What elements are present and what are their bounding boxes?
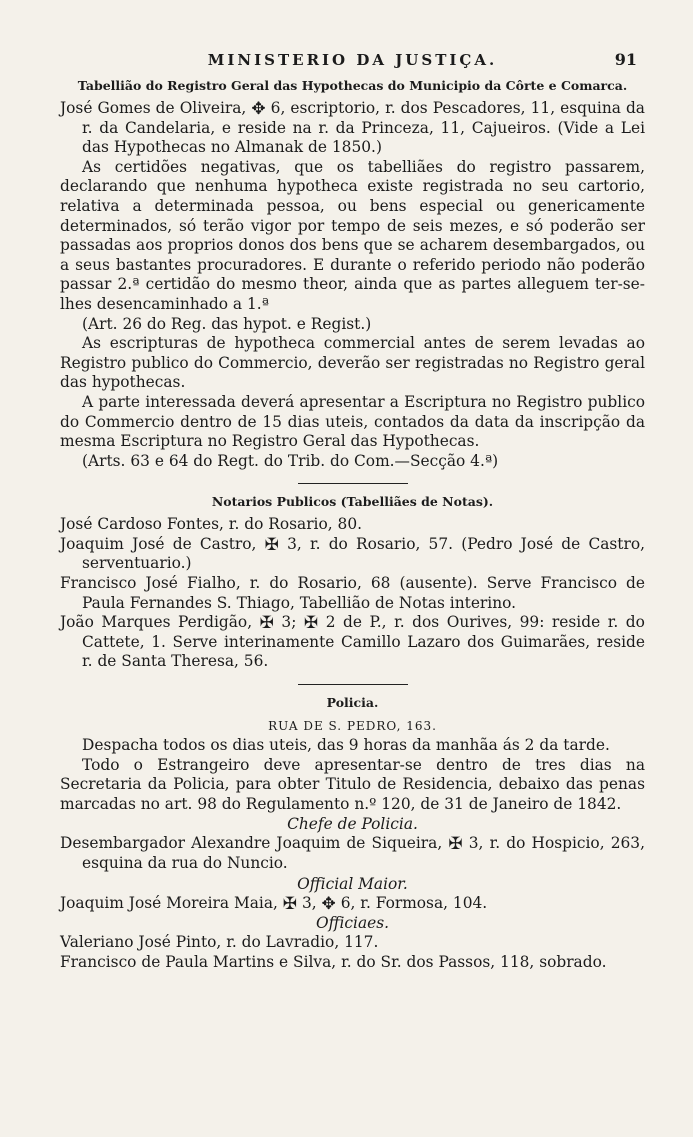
order-cross-icon: ✠	[264, 534, 279, 555]
notario-text: José Cardoso Fontes, r. do Rosario, 80.	[60, 515, 363, 534]
entry-oficial: Valeriano José Pinto, r. do Lavradio, 117.	[60, 933, 379, 952]
entry-text: Desembargador Alexandre Joaquim de Siqueira,	[60, 834, 443, 853]
section-divider	[298, 483, 408, 484]
entry-text: 3,	[301, 893, 317, 912]
paragraph-despacha: Despacha todos os dias uteis, das 9 horas da manhãa ás 2 da tarde.	[82, 736, 610, 755]
notario-entry	[60, 535, 645, 574]
order-cross-icon: ✠	[259, 613, 274, 634]
entry-chefe	[60, 834, 645, 873]
order-cross-icon: ✠	[448, 834, 463, 855]
entry-text: Joaquim José Moreira Maia,	[60, 893, 278, 912]
heading-oficial-maior: Official Maior.	[297, 874, 408, 893]
notario-text: Joaquim José de Castro,	[60, 534, 257, 553]
section-title-policia: Policia.	[326, 695, 379, 711]
running-title: MINISTERIO DA JUSTIÇA.	[207, 51, 498, 69]
order-cross-icon: ✠	[282, 893, 298, 914]
heading-chefe: Chefe de Policia.	[287, 815, 418, 834]
running-header	[60, 50, 645, 72]
page	[60, 50, 645, 972]
order-rose-icon: ✥	[251, 99, 266, 119]
heading-oficiaes: Officiaes.	[315, 914, 390, 933]
notario-text: 2 de P., r. dos Ourives, 99: reside r. do Cattete, 1. Serve interinamente Camillo Lazaro dos Guimarães, reside r. de Santa Theresa, 56.	[82, 613, 645, 671]
entry-name: José Gomes de Oliveira,	[60, 99, 247, 117]
notario-text: 3, r. do Rosario, 57. (Pedro José de Castro, serventuario.)	[82, 534, 645, 573]
notario-entry	[60, 613, 645, 672]
entry-text: 3, r. do Hospicio, 263, esquina da rua do Nuncio.	[82, 834, 645, 872]
notario-text: Francisco José Fialho, r. do Rosario, 68 (ausente). Serve Francisco de Paula Fernandes S. Thiago, Tabellião de Notas interino.	[60, 574, 645, 612]
paragraph-escripturas: As escripturas de hypotheca commercial antes de serem levadas ao Registro publico do Commercio, deverão ser registradas no Registro geral das hypothecas.	[60, 334, 645, 392]
notario-entry	[60, 574, 645, 613]
notario-text: 3;	[281, 613, 297, 632]
page-number: 91	[614, 50, 637, 69]
entry-oficial-maior	[60, 894, 645, 914]
section-title-notarios: Notarios Publicos (Tabelliães de Notas).	[211, 494, 494, 510]
notario-text: João Marques Perdigão,	[60, 613, 253, 632]
paragraph-estrangeiro: Todo o Estrangeiro deve apresentar-se dentro de tres dias na Secretaria da Policia, para obter Titulo de Residencia, debaixo das penas marcadas no art. 98 do Regulamento n.º 120, de 31 de Janeiro de 1842.	[60, 755, 645, 813]
order-cross-icon: ✠	[303, 613, 319, 634]
policia-address: RUA DE S. PEDRO, 163.	[268, 719, 437, 734]
entry-text: 6, r. Formosa, 104.	[340, 893, 488, 912]
entry-details: 6, escriptorio, r. dos Pescadores, 11, esquina da r. da Candelaria, e reside na r. da Princeza, 11, Cajueiros. (Vide a Lei das Hypothecas no Almanak de 1850.)	[82, 99, 645, 157]
paragraph-certidoes: As certidões negativas, que os tabelliães do registro passarem, declarando que nenhuma hypotheca existe registrada no seu cartorio, relativa a determinada pessoa, ou bens especial ou genericamente determinados, só terão vigor por tempo de seis mezes, e só poderão ser passadas aos proprios donos dos bens que se acharem desembargados, ou a seus bastantes procuradores. E durante o referido periodo não poderão passar 2.ª certidão do mesmo theor, ainda que as partes alleguem ter-se-lhes desencaminhado a 1.ª	[60, 157, 645, 313]
note-arts-63: (Arts. 63 e 64 do Regt. do Trib. do Com.—Secção 4.ª)	[82, 451, 499, 470]
entry-oficial: Francisco de Paula Martins e Silva, r. do Sr. dos Passos, 118, sobrado.	[60, 952, 607, 971]
entry-jose-gomes	[60, 99, 645, 158]
section-title-registro: Tabellião do Registro Geral das Hypothecas do Municipio da Côrte e Comarca.	[77, 78, 628, 93]
paragraph-parte-interessada: A parte interessada deverá apresentar a Escriptura no Registro publico do Commercio dentro de 15 dias uteis, contados da data da inscripção da mesma Escriptura no Registro Geral das Hypothecas.	[60, 392, 645, 451]
section-divider	[298, 684, 408, 685]
order-rose-icon: ✥	[321, 893, 336, 914]
notario-entry	[60, 515, 645, 535]
note-art-26: (Art. 26 do Reg. das hypot. e Regist.)	[82, 314, 372, 333]
